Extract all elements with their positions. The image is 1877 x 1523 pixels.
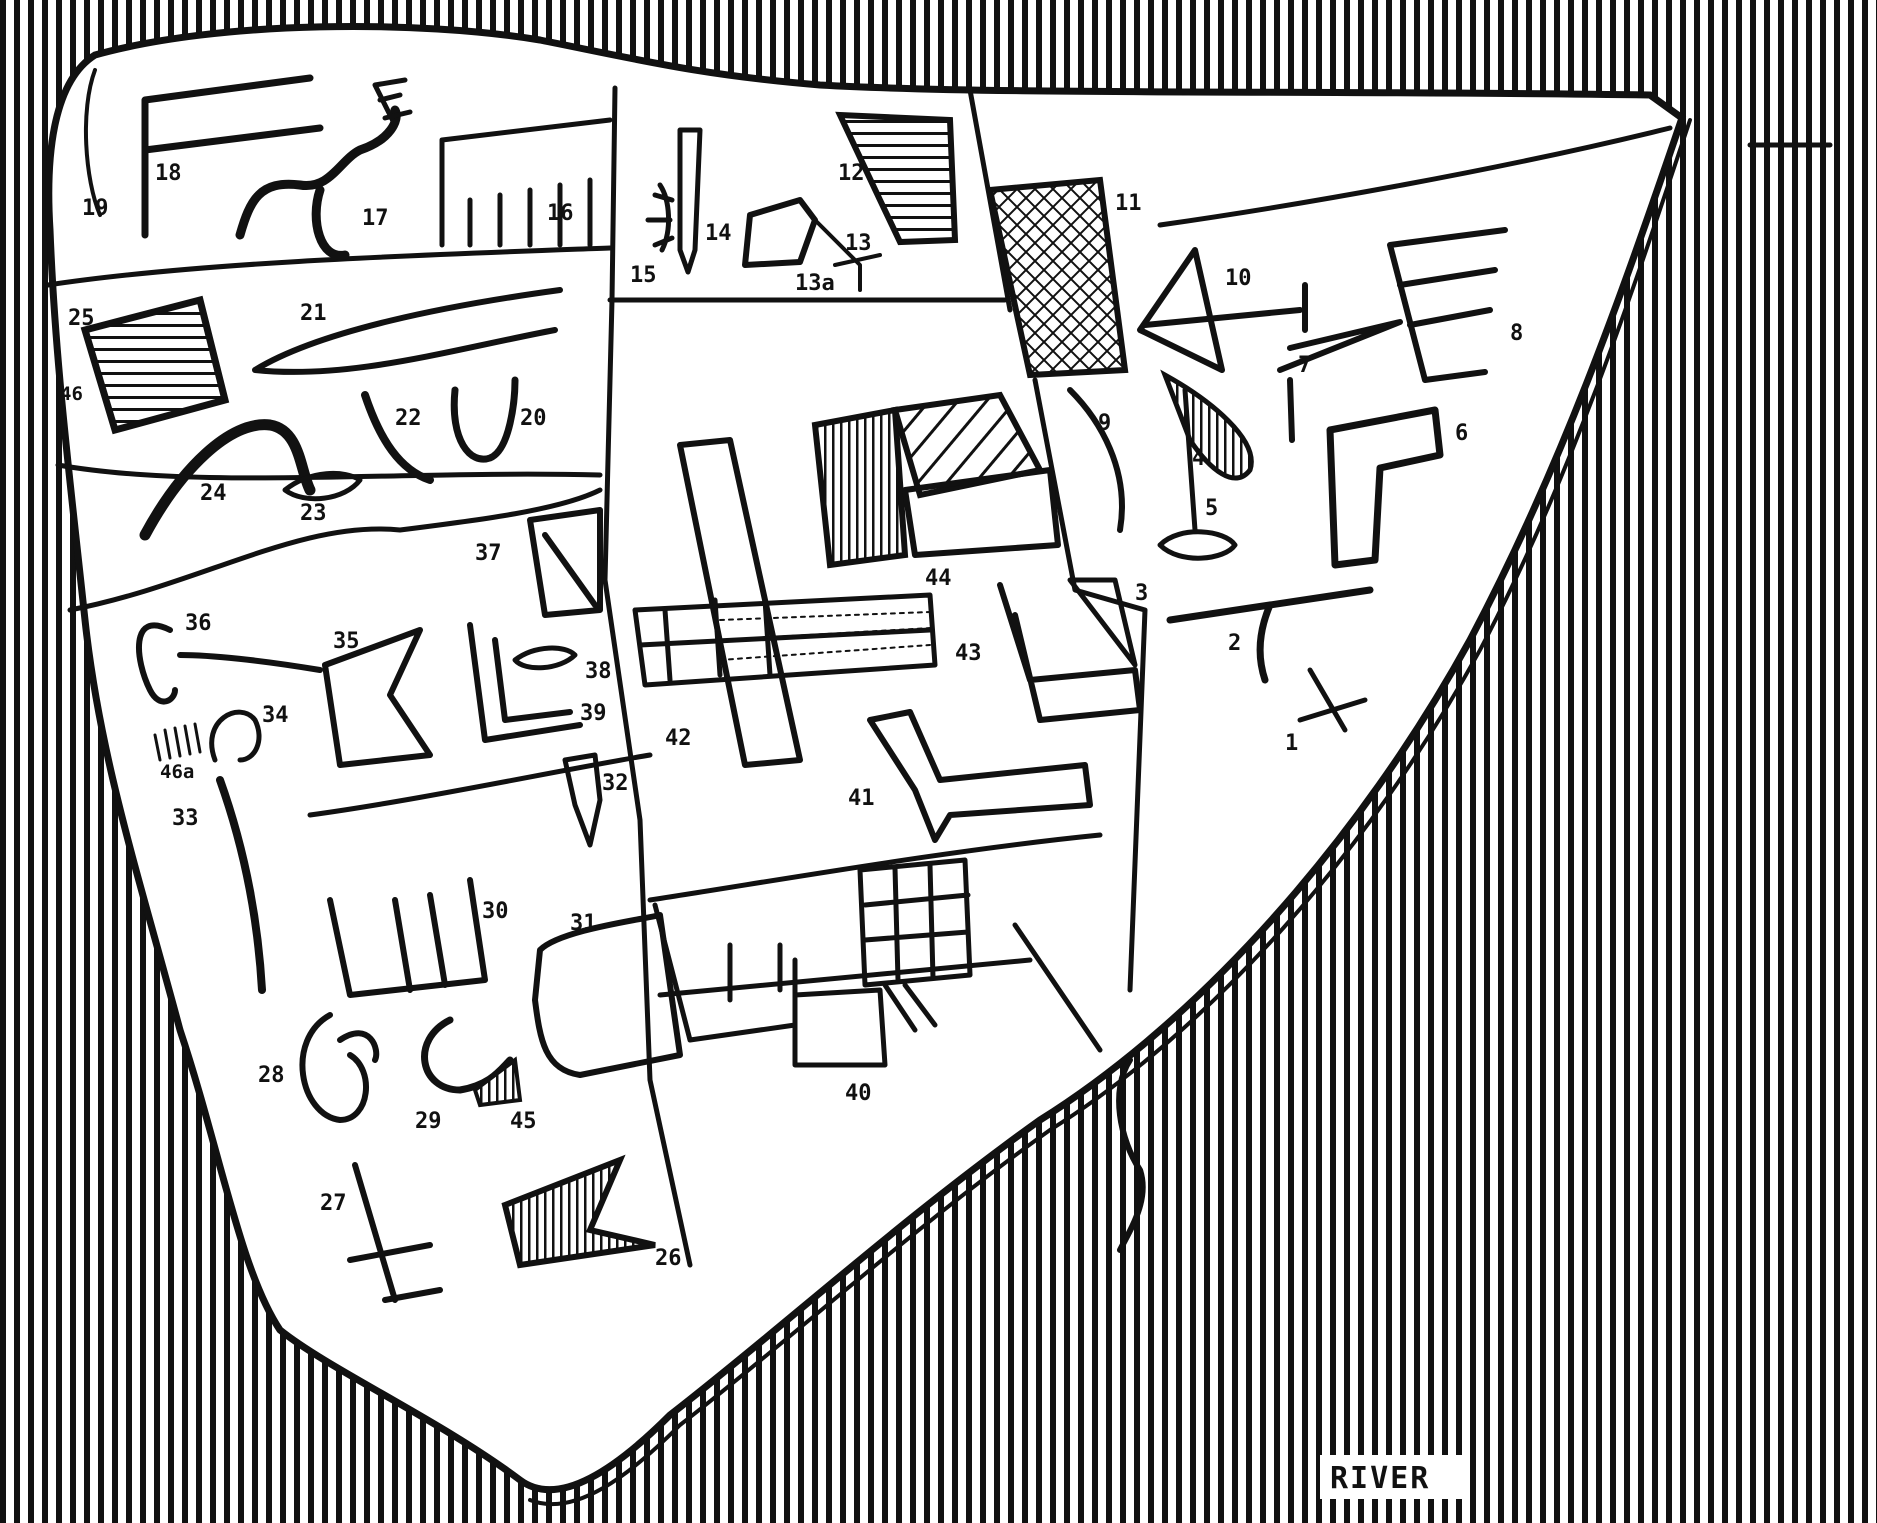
- label-25: 25: [68, 306, 95, 331]
- label-39: 39: [580, 701, 607, 726]
- label-41: 41: [848, 786, 875, 811]
- label-23: 23: [300, 501, 327, 526]
- label-36: 36: [185, 611, 212, 636]
- label-19: 19: [82, 196, 109, 221]
- label-11: 11: [1115, 191, 1142, 216]
- label-46: 46: [60, 383, 83, 405]
- label-28: 28: [258, 1063, 285, 1088]
- label-43: 43: [955, 641, 982, 666]
- label-45: 45: [510, 1109, 537, 1134]
- label-37: 37: [475, 541, 502, 566]
- label-27: 27: [320, 1191, 347, 1216]
- label-3: 3: [1135, 581, 1149, 606]
- label-30: 30: [482, 899, 509, 924]
- label-26: 26: [655, 1246, 682, 1271]
- label-33: 33: [172, 806, 199, 831]
- label-8: 8: [1510, 321, 1524, 346]
- label-7: 7: [1298, 353, 1312, 378]
- label-42: 42: [665, 726, 692, 751]
- building-44: [815, 410, 905, 565]
- label-10: 10: [1225, 266, 1252, 291]
- label-21: 21: [300, 301, 327, 326]
- label-29: 29: [415, 1109, 442, 1134]
- label-13: 13: [845, 231, 872, 256]
- label-2: 2: [1228, 631, 1242, 656]
- label-31: 31: [570, 911, 597, 936]
- label-32: 32: [602, 771, 629, 796]
- label-15: 15: [630, 263, 657, 288]
- label-5: 5: [1205, 496, 1219, 521]
- river-label: RIVER: [1330, 1461, 1431, 1496]
- label-44: 44: [925, 566, 952, 591]
- label-38: 38: [585, 659, 612, 684]
- label-46a: 46a: [160, 761, 195, 783]
- label-35: 35: [333, 629, 360, 654]
- label-20: 20: [520, 406, 547, 431]
- label-13a: 13a: [795, 271, 835, 296]
- label-22: 22: [395, 406, 422, 431]
- label-24: 24: [200, 481, 227, 506]
- label-9: 9: [1098, 411, 1112, 436]
- label-34: 34: [262, 703, 289, 728]
- label-18: 18: [155, 161, 182, 186]
- label-16: 16: [547, 201, 574, 226]
- label-1: 1: [1285, 731, 1299, 756]
- label-17: 17: [362, 206, 389, 231]
- label-40: 40: [845, 1081, 872, 1106]
- label-6: 6: [1455, 421, 1469, 446]
- label-4: 4: [1192, 446, 1206, 471]
- label-14: 14: [705, 221, 732, 246]
- label-12: 12: [838, 161, 865, 186]
